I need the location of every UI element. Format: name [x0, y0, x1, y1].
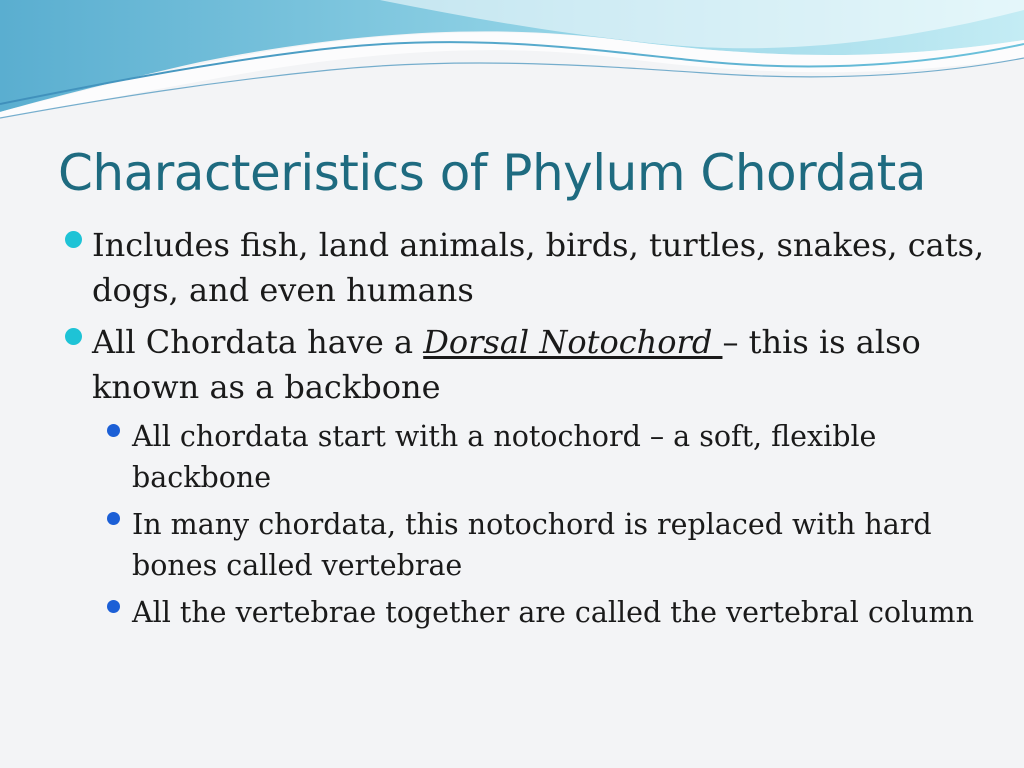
sub-bullet-item [132, 592, 992, 633]
sub-bullet-dot-icon [107, 424, 120, 437]
slide-title: Characteristics of Phylum Chordata [58, 144, 926, 202]
bullet-item [92, 320, 992, 410]
bullet-text: Includes fish, land animals, birds, turtles, snakes, cats, dogs, and even humans [92, 226, 985, 309]
sub-bullet-item [132, 504, 992, 586]
bullet-dot-icon [65, 231, 82, 248]
sub-bullet-text: In many chordata, this notochord is replaced with hard bones called vertebrae [132, 508, 932, 582]
sub-bullet-dot-icon [107, 600, 120, 613]
bullet-text-suffix: – this is also known as a backbone [92, 323, 921, 406]
bullet-item [92, 223, 992, 313]
sub-bullet-text: All chordata start with a notochord – a soft, flexible backbone [132, 420, 877, 494]
sub-bullet-item [132, 416, 992, 498]
sub-bullet-dot-icon [107, 512, 120, 525]
sub-bullet-text: All the vertebrae together are called the vertebral column [132, 596, 974, 629]
key-term: Dorsal Notochord [423, 323, 723, 361]
bullet-dot-icon [65, 328, 82, 345]
bullet-text-prefix: All Chordata have a [92, 323, 424, 361]
